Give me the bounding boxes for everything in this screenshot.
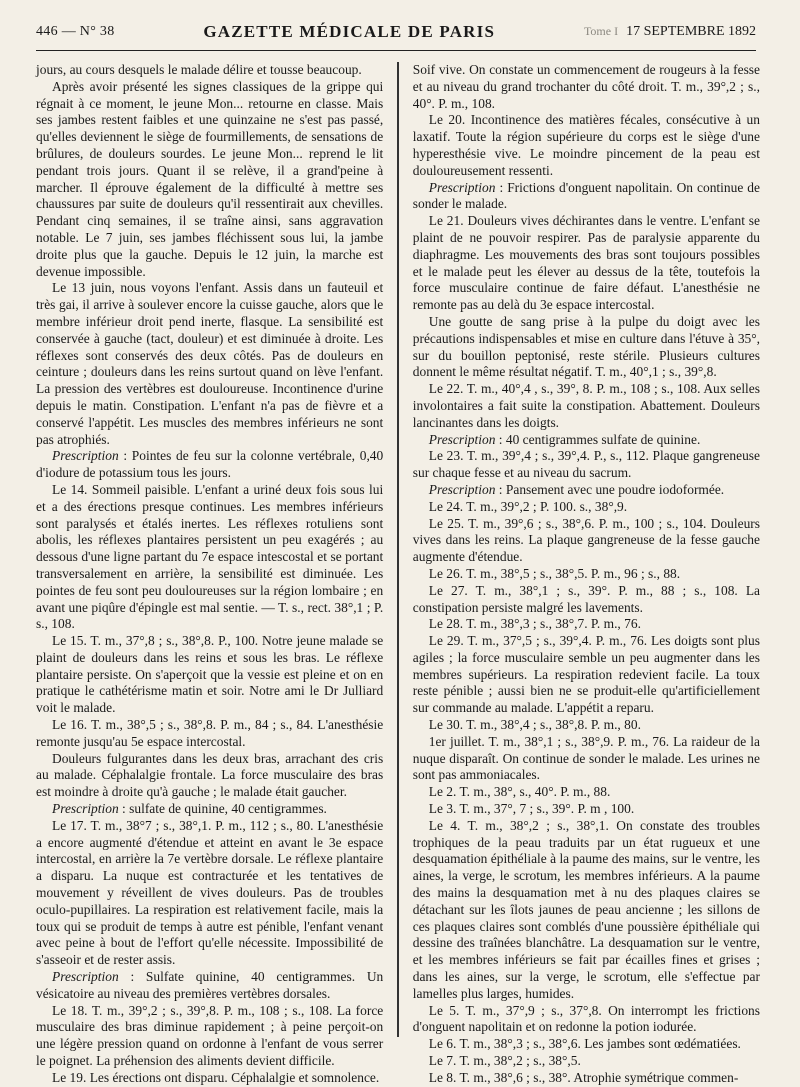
paragraph: Le 7. T. m., 38°,2 ; s., 38°,5. xyxy=(428,1053,581,1069)
header-right xyxy=(584,24,756,40)
paragraph: Prescription : Frictions d'onguent napolitain. On continue de sonder le malade. xyxy=(412,179,760,212)
paragraph: jours, au cours desquels le malade délire et tousse beaucoup. xyxy=(36,62,362,77)
paragraph: Douleurs fulgurantes dans les deux bras, arrachant des cris au malade. Céphalalgie frontale. La force musculaire des bras est moindre à droite qu'à gauche ; le malade était gaucher. xyxy=(36,750,384,800)
page-number: 446 — N° 38 xyxy=(36,24,115,39)
issue-date: 17 SEPTEMBRE 1892 xyxy=(626,24,756,39)
paragraph: Le 27. T. m., 38°,1 ; s., 39°. P. m., 88 ; s., 108. La constipation persiste malgré les lavements. xyxy=(412,582,760,615)
paragraph: Le 18. T. m., 39°,2 ; s., 39°,8. P. m., 108 ; s., 108. La force musculaire des bras diminue rapidement ; à peine perçoit-on une légère pression quand on ordonne à l'enfant de vous serrer le poignet. La préhension des aliments devient difficile. xyxy=(36,1002,384,1069)
paragraph: 1er juillet. T. m., 38°,1 ; s., 38°,9. P. m., 76. La raideur de la nuque disparaît. On continue de sonder le malade. Les urines ne sont pas ammoniacales. xyxy=(412,733,760,783)
paragraph: Le 19. Les érections ont disparu. Céphalalgie et somnolence. xyxy=(52,1069,380,1085)
paragraph: Le 8. T. m., 38°,6 ; s., 38°. Atrophie symétrique commen- xyxy=(428,1069,739,1085)
paragraph: Le 26. T. m., 38°,5 ; s., 38°,5. P. m., 96 ; s., 88. xyxy=(428,565,681,581)
paragraph: Prescription : Sulfate quinine, 40 centigrammes. Un vésicatoire au niveau des premières vertèbres dorsales. xyxy=(36,969,384,1001)
paragraph: Le 23. T. m., 39°,4 ; s., 39°,4. P., s., 112. Plaque gangreneuse sur chaque fesse et au niveau du sacrum. xyxy=(412,448,760,481)
paragraph: Prescription : Pansement avec une poudre iodoformée. xyxy=(428,481,725,497)
paragraph: Le 6. T. m., 38°,3 ; s., 38°,6. Les jambes sont œdématiées. xyxy=(428,1036,741,1052)
paragraph: Le 22. T. m., 40°,4 , s., 39°, 8. P. m., 108 ; s., 108. Aux selles involontaires a fait suite la constipation. Abattement. Douleurs lancinantes dans les doigts. xyxy=(412,381,760,430)
column-divider xyxy=(397,62,399,1037)
paragraph: Le 4. T. m., 38°,2 ; s., 38°,1. On constate des troubles trophiques de la peau traduits par un état rugueux et une desquamation épithéliale à la paume des mains, sur le ventre, les aines, la verge, le scrotum, les membres inférieurs. A la paume des mains la desquamation met à nu des plaques claires se détachant sur les îlots jaunes de peau ancienne ; les sillons de ces plaques claires sont comblés d'une poussière épithéliale qui dessine des traînées blanchâtre. La desquamation sur le ventre, et les membres inférieurs se fait par écailles fines et grises ; dans les aines, sur la verge, le scrotum, elle s'effectue par lamelles plus larges, humides. xyxy=(412,817,760,1001)
paragraph: Le 25. T. m., 39°,6 ; s., 38°,6. P. m., 100 ; s., 104. Douleurs vives dans les reins. La plaque gangreneuse de la fesse gauche augmente d'étendue. xyxy=(412,515,760,565)
paragraph: Le 15. T. m., 37°,8 ; s., 38°,8. P., 100. Notre jeune malade se plaint de douleurs dans les reins et sous les bras. Le réflexe plantaire persiste. On s'aperçoit que la vessie est pleine et on en pratique le cathétérisme matin et soir. Notre ami le Dr Julliard voit le malade. xyxy=(36,633,384,716)
paragraph: Le 24. T. m., 39°,2 ; P. 100. s., 38°,9. xyxy=(428,498,628,514)
text-columns xyxy=(36,62,760,1085)
paragraph: Après avoir présenté les signes classiques de la grippe qui régnait à ce moment, le jeune Mon... retourne en classe. Mais ses jambes restent faibles et une quinzaine ne s'est pas passé, qu'elles deviennent le siège de fourmillements, de sensations de brûlures, de douleurs sourdes. Le jeune Mon... reprend le lit pendant trois jours. Quant il se relève, il a grand'peine à marcher. Il éprouve également de la difficulté à mettre ses chaussures par suite de douleurs qu'il ressentirait aux chevilles. Pendant cinq semaines, il se traîne ainsi, sans aggravation notable. Le 7 juin, ses jambes fléchissent sous lui, la jambe droite plus que la gauche. Depuis le 12 juin, la marche est devenue impossible. xyxy=(36,78,384,279)
bleed-through-text: Tome I xyxy=(583,24,619,38)
journal-title: GAZETTE MÉDICALE DE PARIS xyxy=(203,22,496,41)
paragraph: Prescription : Pointes de feu sur la colonne vertébrale, 0,40 d'iodure de potassium tous les jours. xyxy=(36,448,384,481)
paragraph: Le 17. T. m., 38°7 ; s., 38°,1. P. m., 112 ; s., 80. L'anesthésie a encore augmenté d'étendue et atteint en avant le 3e espace intercostal, en arrière la 7e vertèbre dorsale. Le réflexe plantaire a disparu. La nuque est contracturée et les tentatives de mouvement y réveillent de vives douleurs. Pas de troubles oculo-pupillaires. La respiration est relativement facile, mais la toux qui se produit de temps à autre est pénible, l'enfant venant avec peine à bout de l'effort qu'elle nécessite. Impossibilité de s'asseoir et de rester assis. xyxy=(36,817,384,968)
paragraph: Le 28. T. m., 38°,3 ; s., 38°,7. P. m., 76. xyxy=(428,616,641,632)
paragraph: Le 30. T. m., 38°,4 ; s., 38°,8. P. m., 80. xyxy=(428,717,641,733)
paragraph: Le 13 juin, nous voyons l'enfant. Assis dans un fauteuil et très gai, il arrive à soulever encore la cuisse gauche, alors que le membre inférieur droit pend inerte, flasque. La sensibilité est conservée à gauche (tact, douleur) et est diminuée à droite. Les réflexes sont conservés des deux côtés. Pas de douleurs en ceinture ; douleurs dans les reins surtout quand on lève l'enfant. La pression des vertèbres est douloureuse. Incontinence d'urine depuis le matin. Constipation. L'enfant n'a pas de fièvre et a conservé l'appétit. Les muscles des membres inférieurs ne sont pas atrophiés. xyxy=(36,280,384,447)
paragraph: Le 14. Sommeil paisible. L'enfant a uriné deux fois sous lui et a des érections presque continues. Les membres inférieurs sont paralysés et étalés inertes. Les réflexes rotuliens sont abolis, les réflexes plantaires persistent un peu exagérés ; au dessous d'une ligne partant du 7e espace intescostal et se portant transversalement en arrière, la sensibilité est diminuée. Les pointes de feu sont peu douloureuses sur la région lombaire ; en avant une piqûre d'épingle est mal sentie. — T. s., rect. 38°,1 ; P. s., 108. xyxy=(36,481,384,632)
left-column xyxy=(36,62,384,1085)
paragraph: Soif vive. On constate un commencement de rougeurs à la fesse et au niveau du grand trochanter du côté droit. T. m., 39°,2 ; s., 40°. P. m., 108. xyxy=(412,62,760,111)
paragraph: Le 2. T. m., 38°, s., 40°. P. m., 88. xyxy=(428,784,611,800)
paragraph: Prescription : 40 centigrammes sulfate de quinine. xyxy=(428,431,701,447)
paragraph: Prescription : sulfate de quinine, 40 centigrammes. xyxy=(52,801,327,817)
paragraph: Le 29. T. m., 37°,5 ; s., 39°,4. P. m., 76. Les doigts sont plus agiles ; la force musculaire semble un peu augmenter dans les membres supérieurs. La respiration redevient facile. La toux reste pénible ; aussi bien ne se produit-elle qu'artificiellement sur commande au malade. L'appétit a reparu. xyxy=(412,633,760,716)
paragraph: Une goutte de sang prise à la pulpe du doigt avec les précautions indispensables et mise en culture dans l'étuve à 35°, sur du bouillon peptonisé, reste stérile. Plusieurs cultures donnent le même résultat négatif. T. m., 40°,1 ; s., 39°,8. xyxy=(412,313,760,380)
paragraph: Le 5. T. m., 37°,9 ; s., 37°,8. On interrompt les frictions d'onguent napolitain et on redonne la potion iodurée. xyxy=(412,1002,760,1035)
right-column xyxy=(412,62,760,1085)
paragraph: Le 21. Douleurs vives déchirantes dans le ventre. L'enfant se plaint de ne pouvoir respirer. Pas de paralysie apparente du diaphragme. Les mouvements des bras sont toujours possibles et le malade peut les élever au dessus de la tête, toutefois la force musculaire continue de faire défaut. L'anesthésie ne remonte pas au delà du 3e espace intercostal. xyxy=(412,213,760,313)
paragraph: Le 16. T. m., 38°,5 ; s., 38°,8. P. m., 84 ; s., 84. L'anesthésie remonte jusqu'au 5e espace intercostal. xyxy=(36,717,384,749)
paragraph: Le 3. T. m., 37°, 7 ; s., 39°. P. m , 100. xyxy=(428,801,635,817)
page-header xyxy=(36,14,756,51)
paragraph: Le 20. Incontinence des matières fécales, consécutive à un laxatif. Toute la région supérieure du corps est le siège d'une hyperesthésie vive. Le moindre pincement de la peau est douloureusement ressenti. xyxy=(412,112,760,178)
